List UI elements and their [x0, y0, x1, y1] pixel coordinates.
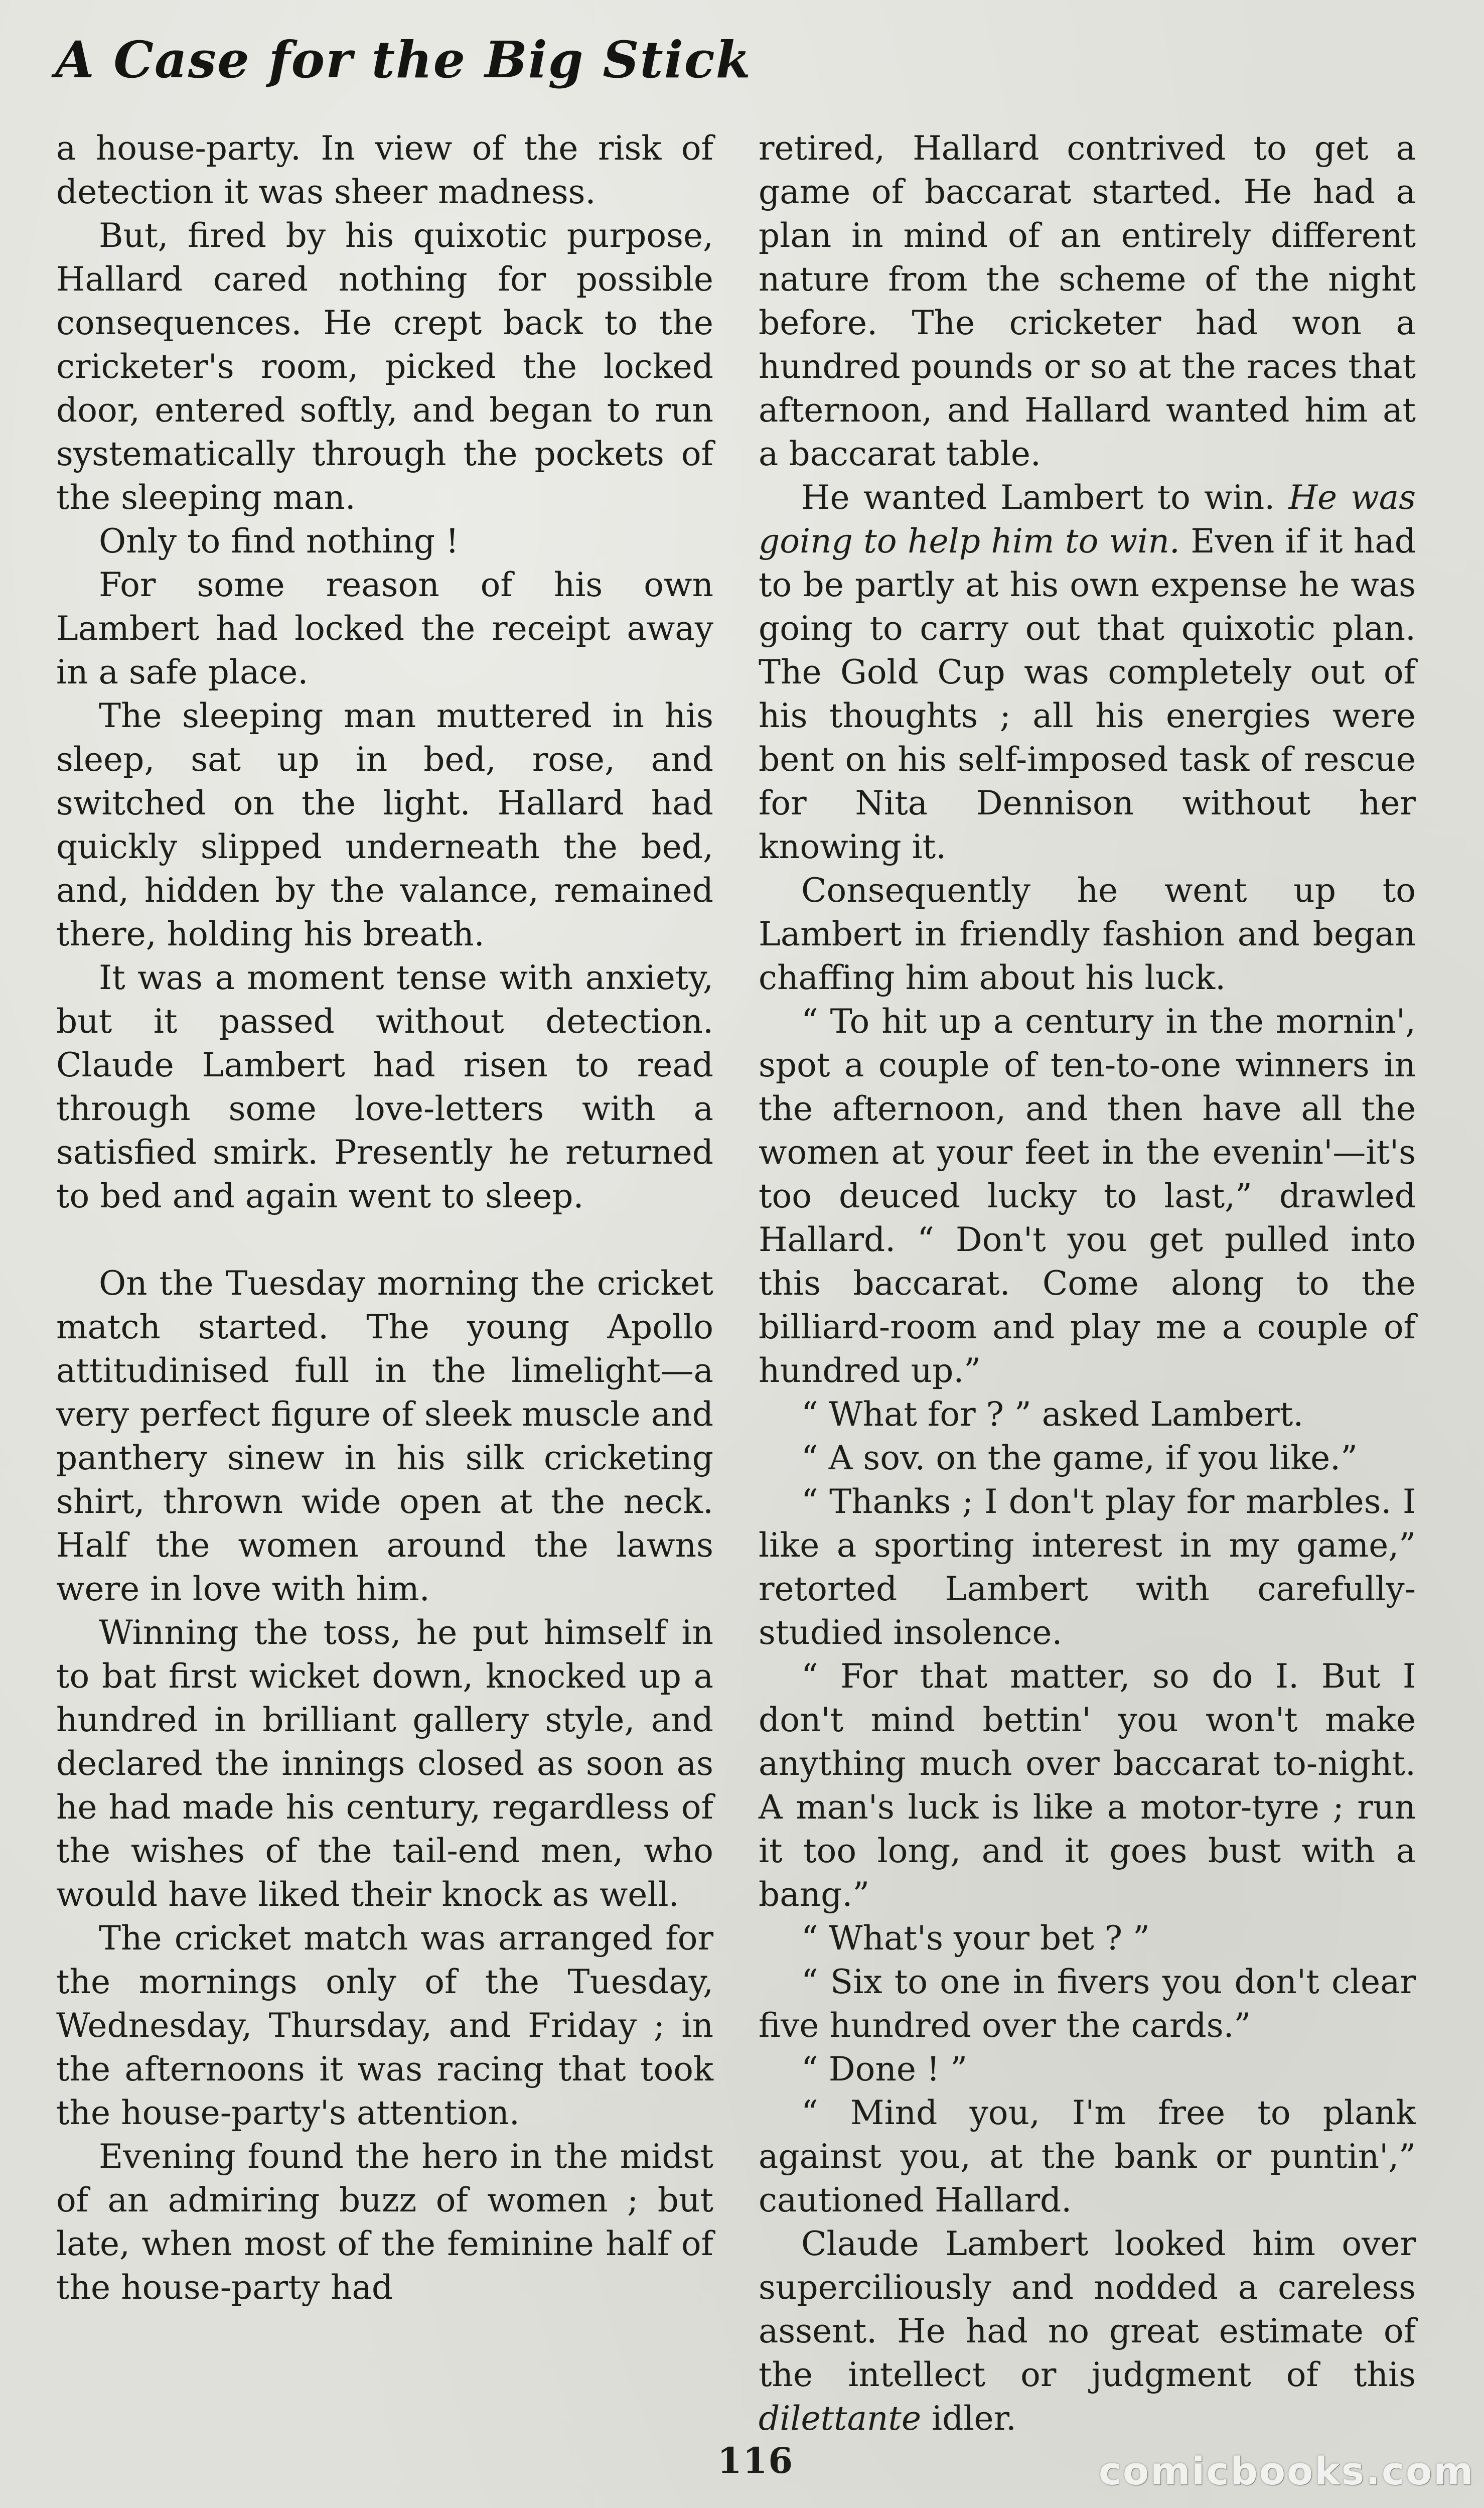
paragraph-text: idler. [921, 2399, 1016, 2438]
paragraph: On the Tuesday morning the cricket match started. The young Apollo attitudinised full in the limelight—a very perfect figure of sleek muscle and panthery sinew in his silk cricketing shirt, thrown wide open at the neck. Half the women around the lawns were in love with him. [56, 1264, 713, 1608]
left-text-column [56, 126, 713, 2309]
dialogue-paragraph: “ A sov. on the game, if you like.” [801, 1439, 1358, 1477]
italic-emphasis: He was going to help him to win. [759, 478, 1416, 561]
page-number: 116 [717, 2440, 794, 2481]
site-watermark: comicbooks.com [1099, 2449, 1475, 2493]
paragraph: For some reason of his own Lambert had locked the receipt away in a safe place. [56, 566, 713, 691]
paragraph: Consequently he went up to Lambert in friendly fashion and began chaffing him about his luck. [759, 871, 1416, 997]
right-text-column [759, 126, 1416, 2440]
paragraph-text: He wanted Lambert to win. [801, 478, 1289, 517]
paragraph: The sleeping man muttered in his sleep, sat up in bed, rose, and switched on the light. Hallard had quickly slipped underneath the bed, and, hidden by the valance, remained there, holding his breath. [56, 696, 713, 953]
paragraph: Winning the toss, he put himself in to bat first wicket down, knocked up a hundred in brilliant gallery style, and declared the innings closed as soon as he had made his century, regardless of the wishes of the tail-end men, who would have liked their knock as well. [56, 1613, 713, 1914]
dialogue-paragraph: “ Six to one in fivers you don't clear five hundred over the cards.” [759, 1963, 1416, 2045]
italic-emphasis: dilettante [759, 2399, 922, 2438]
paragraph [759, 476, 1416, 869]
dialogue-paragraph: “ Mind you, I'm free to plank against you, at the bank or puntin',” cautioned Hallard. [759, 2094, 1416, 2219]
dialogue-paragraph: “ What's your bet ? ” [801, 1919, 1150, 1958]
dialogue-paragraph: “ For that matter, so do I. But I don't mind bettin' you won't make anything much over baccarat to-night. A man's luck is like a motor-tyre ; run it too long, and it goes bust with a bang.” [759, 1657, 1416, 1914]
dialogue-paragraph: “ To hit up a century in the mornin', spot a couple of ten-to-one winners in the afternoon, and then have all the women at your feet in the evenin'—it's too deuced lucky to last,” drawled Hallard. “ Don't you get pulled into this baccarat. Come along to the billiard-room and play me a couple of hundred up.” [759, 1002, 1416, 1390]
dialogue-paragraph: “ Thanks ; I don't play for marbles. I like a sporting interest in my game,” retorted Lambert with carefully-studied insolence. [759, 1482, 1416, 1652]
paragraph [759, 2222, 1416, 2440]
dialogue-paragraph: “ What for ? ” asked Lambert. [801, 1395, 1304, 1434]
paragraph-text: Even if it had to be partly at his own expense he was going to carry out that quixotic plan. The Gold Cup was completely out of his thoughts ; all his energies were bent on his self-imposed task of rescue for Nita Dennison without her knowing it. [759, 522, 1416, 866]
paragraph: But, fired by his quixotic purpose, Hallard cared nothing for possible consequences. He crept back to the cricketer's room, picked the locked door, entered softly, and began to run systematically through the pockets of the sleeping man. [56, 216, 713, 517]
paragraph: The cricket match was arranged for the mornings only of the Tuesday, Wednesday, Thursday, and Friday ; in the afternoons it was racing that took the house-party's attention. [56, 1919, 713, 2132]
paragraph: a house-party. In view of the risk of detection it was sheer madness. [56, 129, 713, 211]
paragraph-text: Claude Lambert looked him over superciliously and nodded a careless assent. He had no great estimate of the intellect or judgment of this [759, 2224, 1416, 2394]
paragraph: Only to find nothing ! [99, 522, 459, 561]
story-title: A Case for the Big Stick [55, 30, 752, 89]
paragraph: retired, Hallard contrived to get a game of baccarat started. He had a plan in mind of an entirely different nature from the scheme of the night before. The cricketer had won a hundred pounds or so at the races that afternoon, and Hallard wanted him at a baccarat table. [759, 129, 1416, 473]
paragraph: Evening found the hero in the midst of an admiring buzz of women ; but late, when most of the feminine half of the house-party had [56, 2137, 713, 2307]
dialogue-paragraph: “ Done ! ” [801, 2050, 968, 2088]
paragraph: It was a moment tense with anxiety, but it passed without detection. Claude Lambert had risen to read through some love-letters with a satisfied smirk. Presently he returned to bed and again went to sleep. [56, 958, 713, 1215]
